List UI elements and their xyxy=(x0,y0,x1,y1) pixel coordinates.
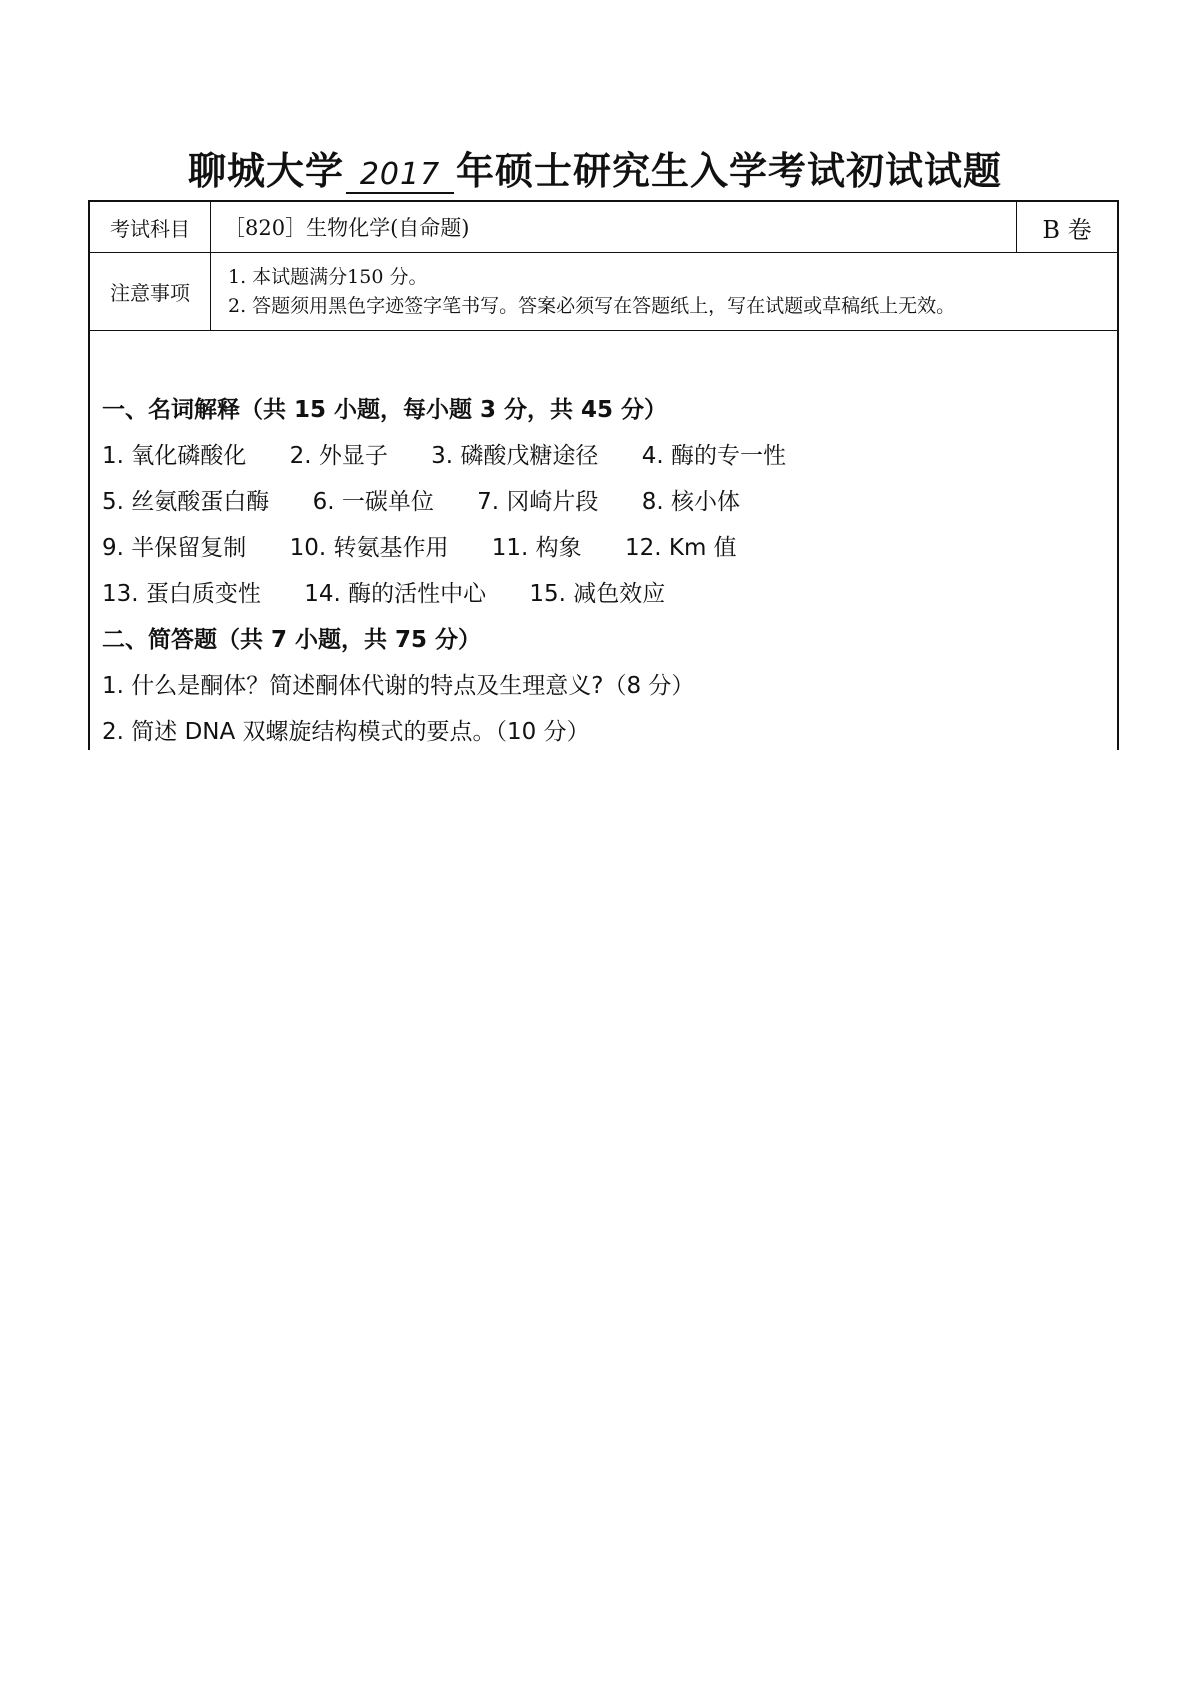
term-item: 15. 减色效应 xyxy=(529,581,666,607)
exam-frame xyxy=(88,200,1119,750)
term-item: 4. 酶的专一性 xyxy=(641,443,786,469)
exam-title xyxy=(0,140,1190,195)
term-item: 2. 外显子 xyxy=(289,443,388,469)
subject-row xyxy=(90,202,1117,253)
exam-year: 2017 xyxy=(346,157,454,194)
section-heading-terms: 一、名词解释（共 15 小题，每小题 3 分，共 45 分） xyxy=(102,397,668,423)
question-item: 2. 简述 DNA 双螺旋结构模式的要点。（10 分） xyxy=(102,719,590,745)
note-item: 2. 答题须用黑色字迹签字笔书写。答案必须写在答题纸上，写在试题或草稿纸上无效。 xyxy=(228,295,956,317)
exam-content xyxy=(102,387,1102,755)
title-prefix: 聊城大学 xyxy=(187,148,344,193)
term-row xyxy=(102,479,1102,525)
term-item: 11. 构象 xyxy=(491,535,582,561)
term-item: 8. 核小体 xyxy=(641,489,740,515)
title-suffix: 年硕士研究生入学考试初试试题 xyxy=(456,148,1003,193)
term-item: 9. 半保留复制 xyxy=(102,535,247,561)
term-item: 13. 蛋白质变性 xyxy=(102,581,261,607)
question-item: 1. 什么是酮体？简述酮体代谢的特点及生理意义?（8 分） xyxy=(102,673,695,699)
term-item: 7. 冈崎片段 xyxy=(477,489,599,515)
term-item: 12. Km 值 xyxy=(624,535,737,561)
term-item: 3. 磷酸戊糖途径 xyxy=(431,443,599,469)
term-row xyxy=(102,525,1102,571)
subject-value: ［820］生物化学(自命题) xyxy=(212,202,1017,252)
term-item: 10. 转氨基作用 xyxy=(289,535,449,561)
term-item: 1. 氧化磷酸化 xyxy=(102,443,247,469)
notes-list xyxy=(212,253,1117,330)
term-row xyxy=(102,433,1102,479)
term-row xyxy=(102,571,1102,617)
term-item: 14. 酶的活性中心 xyxy=(304,581,487,607)
notes-label: 注意事项 xyxy=(90,253,211,330)
term-item: 6. 一碳单位 xyxy=(312,489,434,515)
notes-row xyxy=(90,253,1117,331)
term-item: 5. 丝氨酸蛋白酶 xyxy=(102,489,270,515)
volume-label: B 卷 xyxy=(1042,215,1092,244)
section-heading-short-answer: 二、简答题（共 7 小题，共 75 分） xyxy=(102,627,482,653)
subject-label: 考试科目 xyxy=(90,202,211,252)
note-item: 1. 本试题满分150 分。 xyxy=(228,266,428,288)
